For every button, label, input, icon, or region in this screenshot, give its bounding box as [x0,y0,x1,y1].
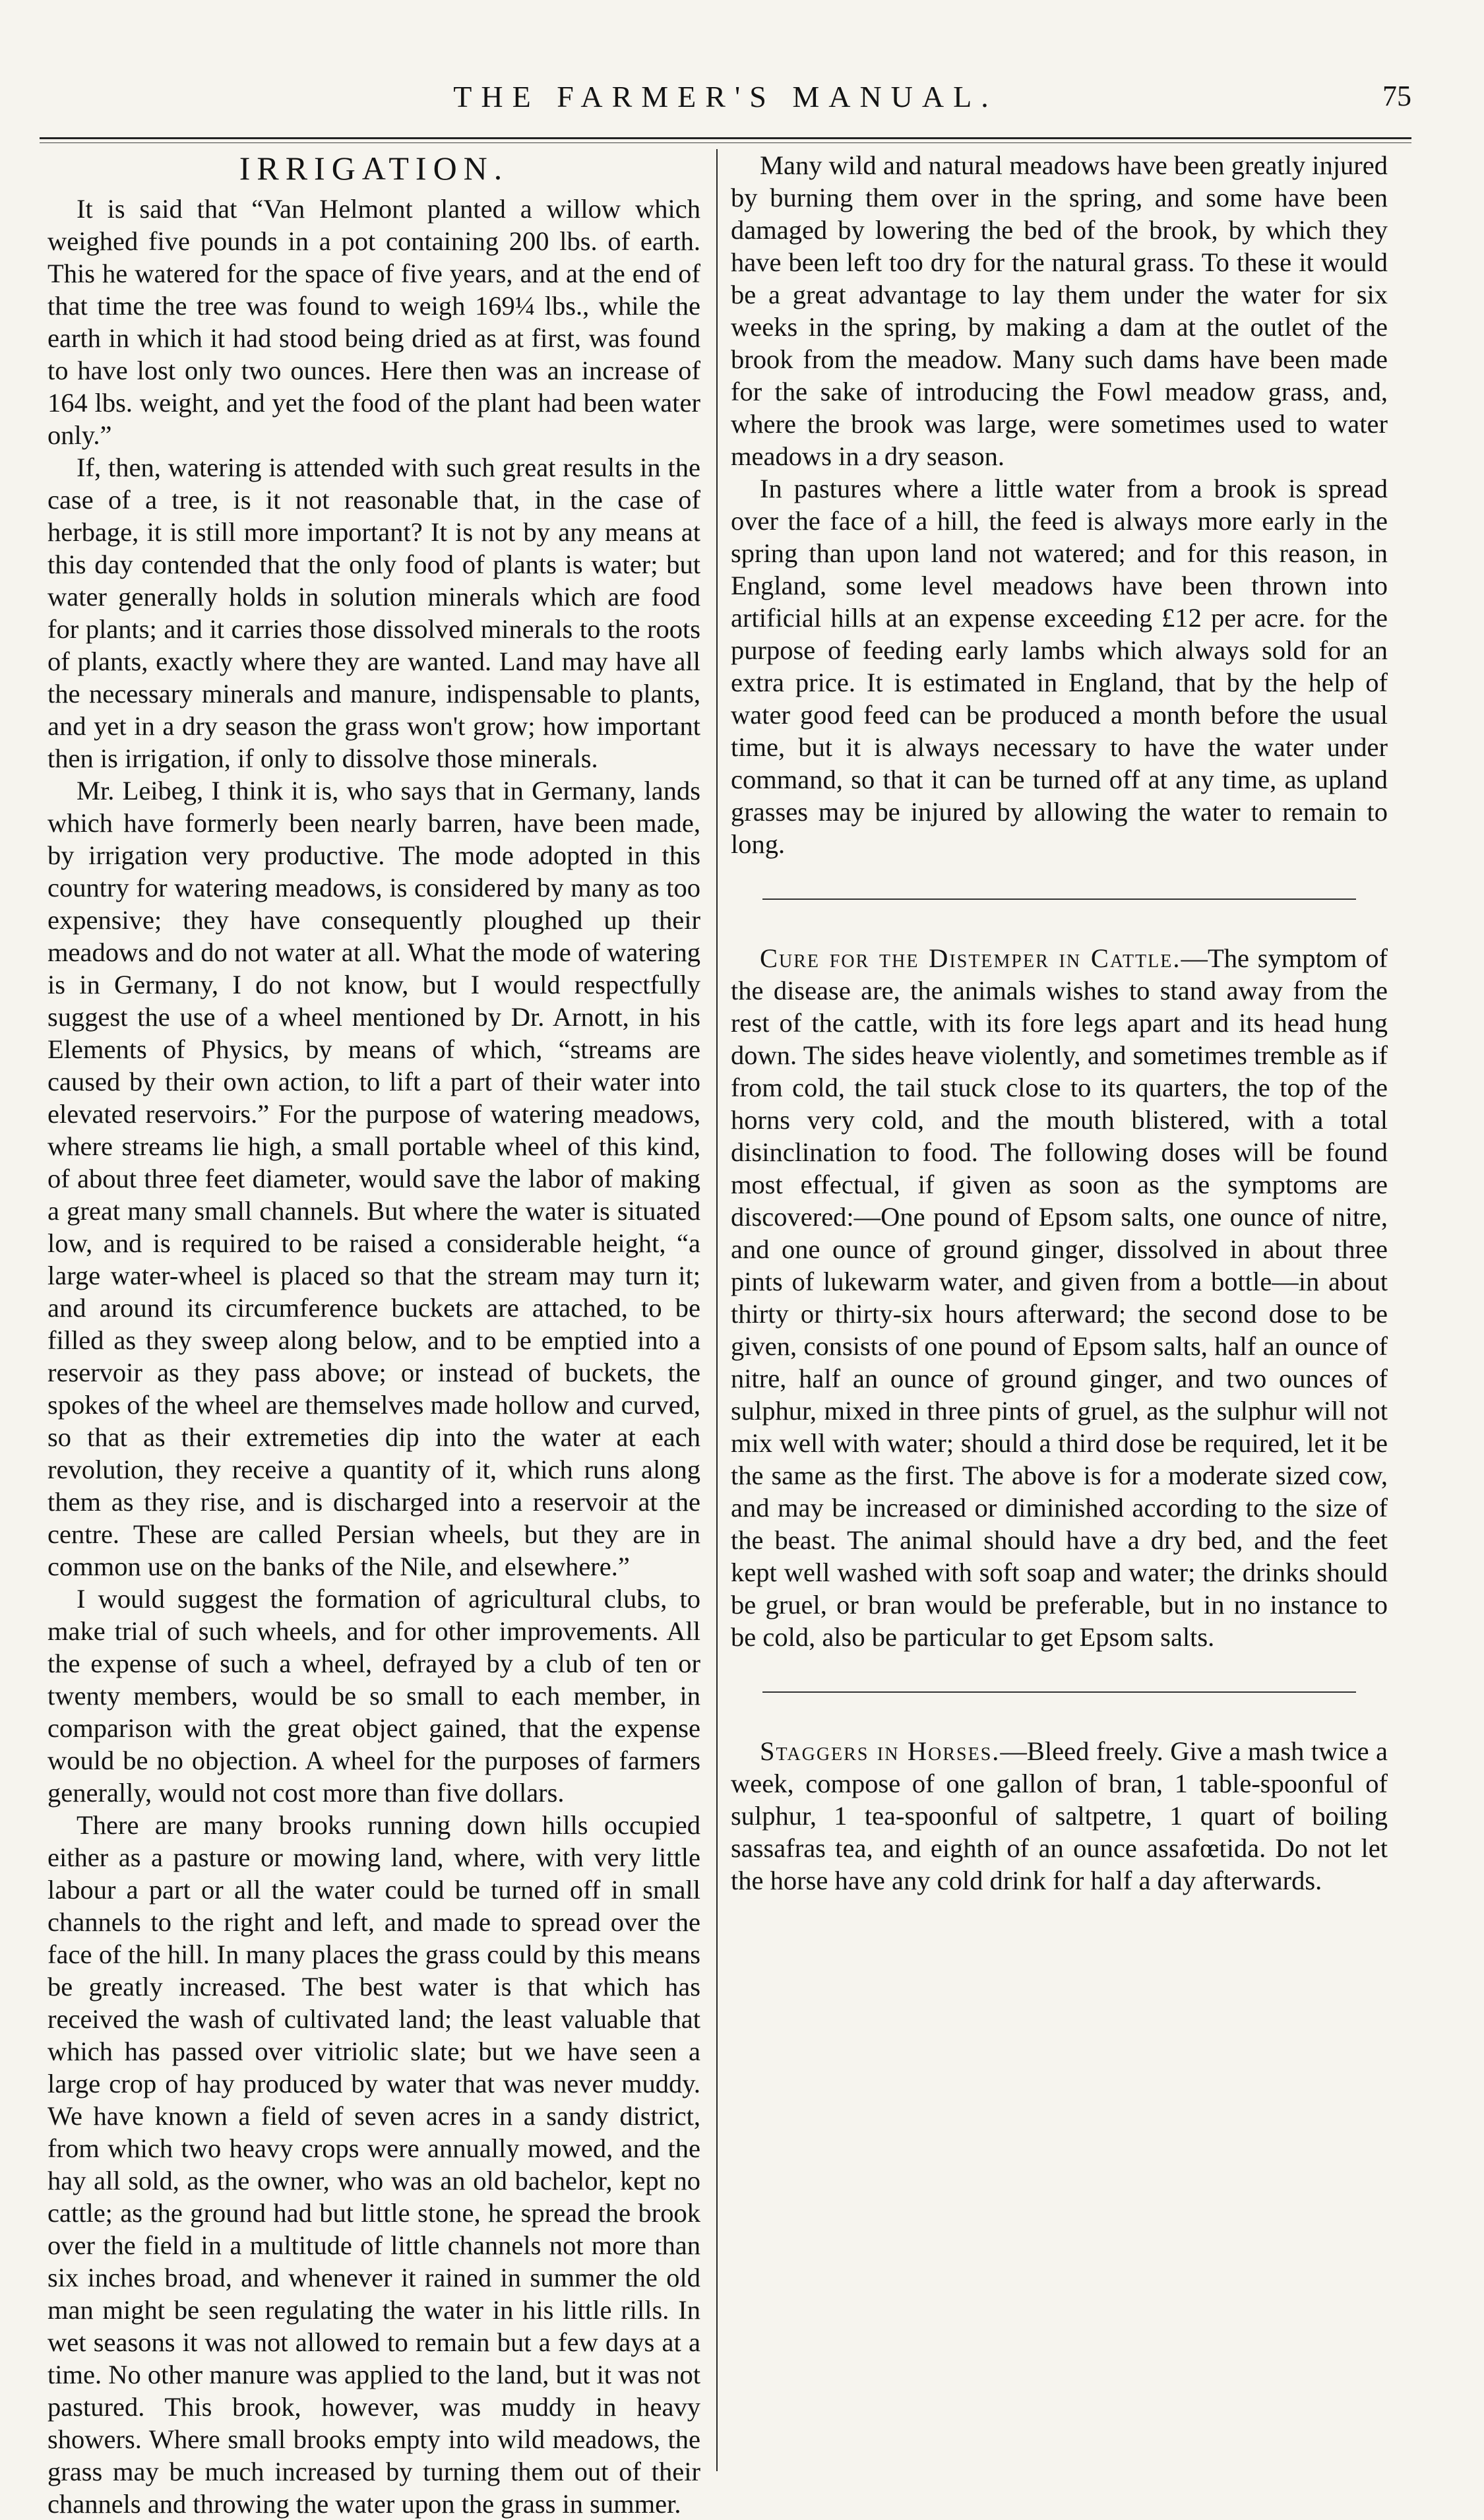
right-column [731,149,1388,1897]
irrigation-paragraph: Many wild and natural meadows have been greatly injured by burning them over in the spring, and some have been damaged by lowering the bed of the brook, by which they have been left too dry for the natural grass. To these it would be a great advantage to lay them under the water for six weeks in the spring, by making a dam at the outlet of the brook from the meadow. Many such dams have been made for the sake of introducing the Fowl meadow grass, and, where the brook was large, were sometimes used to water meadows in a dry season. [731,150,1388,471]
irrigation-heading: IRRIGATION. [239,150,509,187]
page-header [40,79,1411,132]
irrigation-paragraph: If, then, watering is attended with such great results in the case of a tree, is it not reasonable that, in the case of herbage, it is still more important? It is not by any means at this day contended that the only food of plants is water; but water generally holds in solution minerals which are food for plants; and it carries those dissolved minerals to the roots of plants, exactly where they are wanted. Land may have all the necessary minerals and manure, indispensable to plants, and yet in a dry season the grass won't grow; how important then is irrigation, if only to dissolve those minerals. [47,453,700,773]
running-title: THE FARMER'S MANUAL. [453,80,998,113]
distemper-article [731,942,1388,1653]
irrigation-paragraph: There are many brooks running down hills occupied either as a pasture or mowing land, where, with very little labour a part or all the water could be turned off in small channels to the right and left, and made to spread over the face of the hill. In many places the grass could by this means be greatly increased. The best water is that which has received the wash of cultivated land; the least valuable that which has passed over vitriolic slate; but we have seen a large crop of hay produced by water that was never muddy. We have known a field of seven acres in a sandy district, from which two heavy crops were annually mowed, and the hay all sold, as the owner, who was an old bachelor, kept no cattle; as the ground had but little stone, he spread the brook over the field in a multitude of little channels not more than six inches broad, and whenever it rained in summer the old man might be seen regulating the water in his little rills. In wet seasons it was not allowed to remain but a few days at a time. No other manure was applied to the land, but it was not pastured. This brook, however, was muddy in heavy showers. Where small brooks empty into wild meadows, the grass may be much increased by turning them out of their channels and throwing the water upon the grass in summer. [47,1810,700,2519]
header-rule [40,137,1411,143]
irrigation-paragraph: In pastures where a little water from a brook is spread over the face of a hill, the feed is always more early in the spring than upon land not watered; and for this reason, in England, some level meadows have been thrown into artificial hills at an expense exceeding £12 per acre. for the purpose of feeding early lambs which always sold for an extra price. It is estimated in England, that by the help of water good feed can be produced a month before the usual time, but it is always necessary to have the water under command, so that it can be turned off at any time, as upland grasses may be injured by allowing the water to remain to long. [731,474,1388,859]
page-number: 75 [1382,80,1411,112]
irrigation-paragraph: I would suggest the formation of agricultural clubs, to make trial of such wheels, and for other improvements. All the expense of such a wheel, defrayed by a club of ten or twenty members, would be so small to each member, in comparison with the great object gained, that the expense would be no objection. A wheel for the purposes of farmers generally, would not cost more than five dollars. [47,1584,700,1808]
column-divider [716,149,718,2471]
irrigation-paragraph: Mr. Leibeg, I think it is, who says that in Germany, lands which have formerly been nearly barren, have been made, by irrigation very productive. The mode adopted in this country for watering meadows, is considered by many as too expensive; they have consequently ploughed up their meadows and do not water at all. What the mode of watering is in Germany, I do not know, but I would respectfully suggest the use of a wheel mentioned by Dr. Arnott, in his Elements of Physics, by means of which, “streams are caused by their own action, to lift a part of their water into elevated reservoirs.” For the purpose of watering meadows, where streams lie high, a small portable wheel of this kind, of about three feet diameter, would save the labor of making a great many small channels. But where the water is situated low, and is required to be raised a considerable height, “a large water-wheel is placed so that the stream may turn it; and around its circumference buckets are attached, to be filled as they sweep along below, and to be emptied into a reservoir as they pass above; or instead of buckets, the spokes of the wheel are themselves made hollow and curved, so that as their extremeties dip into the water at each revolution, they receive a quantity of it, which runs along them as they rise, and is discharged into a reservoir at the centre. These are called Persian wheels, but they are in common use on the banks of the Nile, and elsewhere.” [47,776,700,1581]
distemper-heading: Cure for the Distemper in Cattle. [760,943,1181,973]
staggers-article [731,1735,1388,1897]
irrigation-paragraph: It is said that “Van Helmont planted a willow which weighed five pounds in a pot containing 200 lbs. of earth. This he watered for the space of five years, and at the end of that time the tree was found to weigh 169¼ lbs., while the earth in which it had stood being dried as at first, was found to have lost only two ounces. Here then was an increase of 164 lbs. weight, and yet the food of the plant had been water only.” [47,194,700,450]
section-divider [762,1691,1356,1693]
staggers-body: —Bleed freely. Give a mash twice a week, compose of one gallon of bran, 1 table-spoonful of sulphur, 1 tea-spoonful of saltpetre, 1 quart of boiling sassafras tea, and eighth of an ounce assafœtida. Do not let the horse have any cold drink for half a day afterwards. [731,1736,1388,1895]
section-divider [762,898,1356,900]
staggers-heading: Staggers in Horses. [760,1736,1001,1766]
distemper-body: —The symptom of the disease are, the animals wishes to stand away from the rest of the cattle, with its fore legs apart and its head hung down. The sides heave violently, and sometimes tremble as if from cold, the tail stuck close to its quarters, the top of the horns very cold, and the mouth blistered, with a total disinclination to food. The following doses will be found most effectual, if given as soon as the symptoms are discovered:—One pound of Epsom salts, one ounce of nitre, and one ounce of ground ginger, dissolved in about three pints of lukewarm water, and given from a bottle—in about thirty or thirty-six hours afterward; the second dose to be given, consists of one pound of Epsom salts, half an ounce of nitre, half an ounce of ground ginger, and two ounces of sulphur, mixed in three pints of gruel, as the sulphur will not mix well with water; should a third dose be required, let it be the same as the first. The above is for a moderate sized cow, and may be increased or diminished according to the size of the beast. The animal should have a dry bed, and the feet kept well washed with soft soap and water; the drinks should be gruel, or bran would be preferable, but in no instance to be cold, also be particular to get Epsom salts. [731,943,1388,1652]
left-column [47,149,700,2520]
